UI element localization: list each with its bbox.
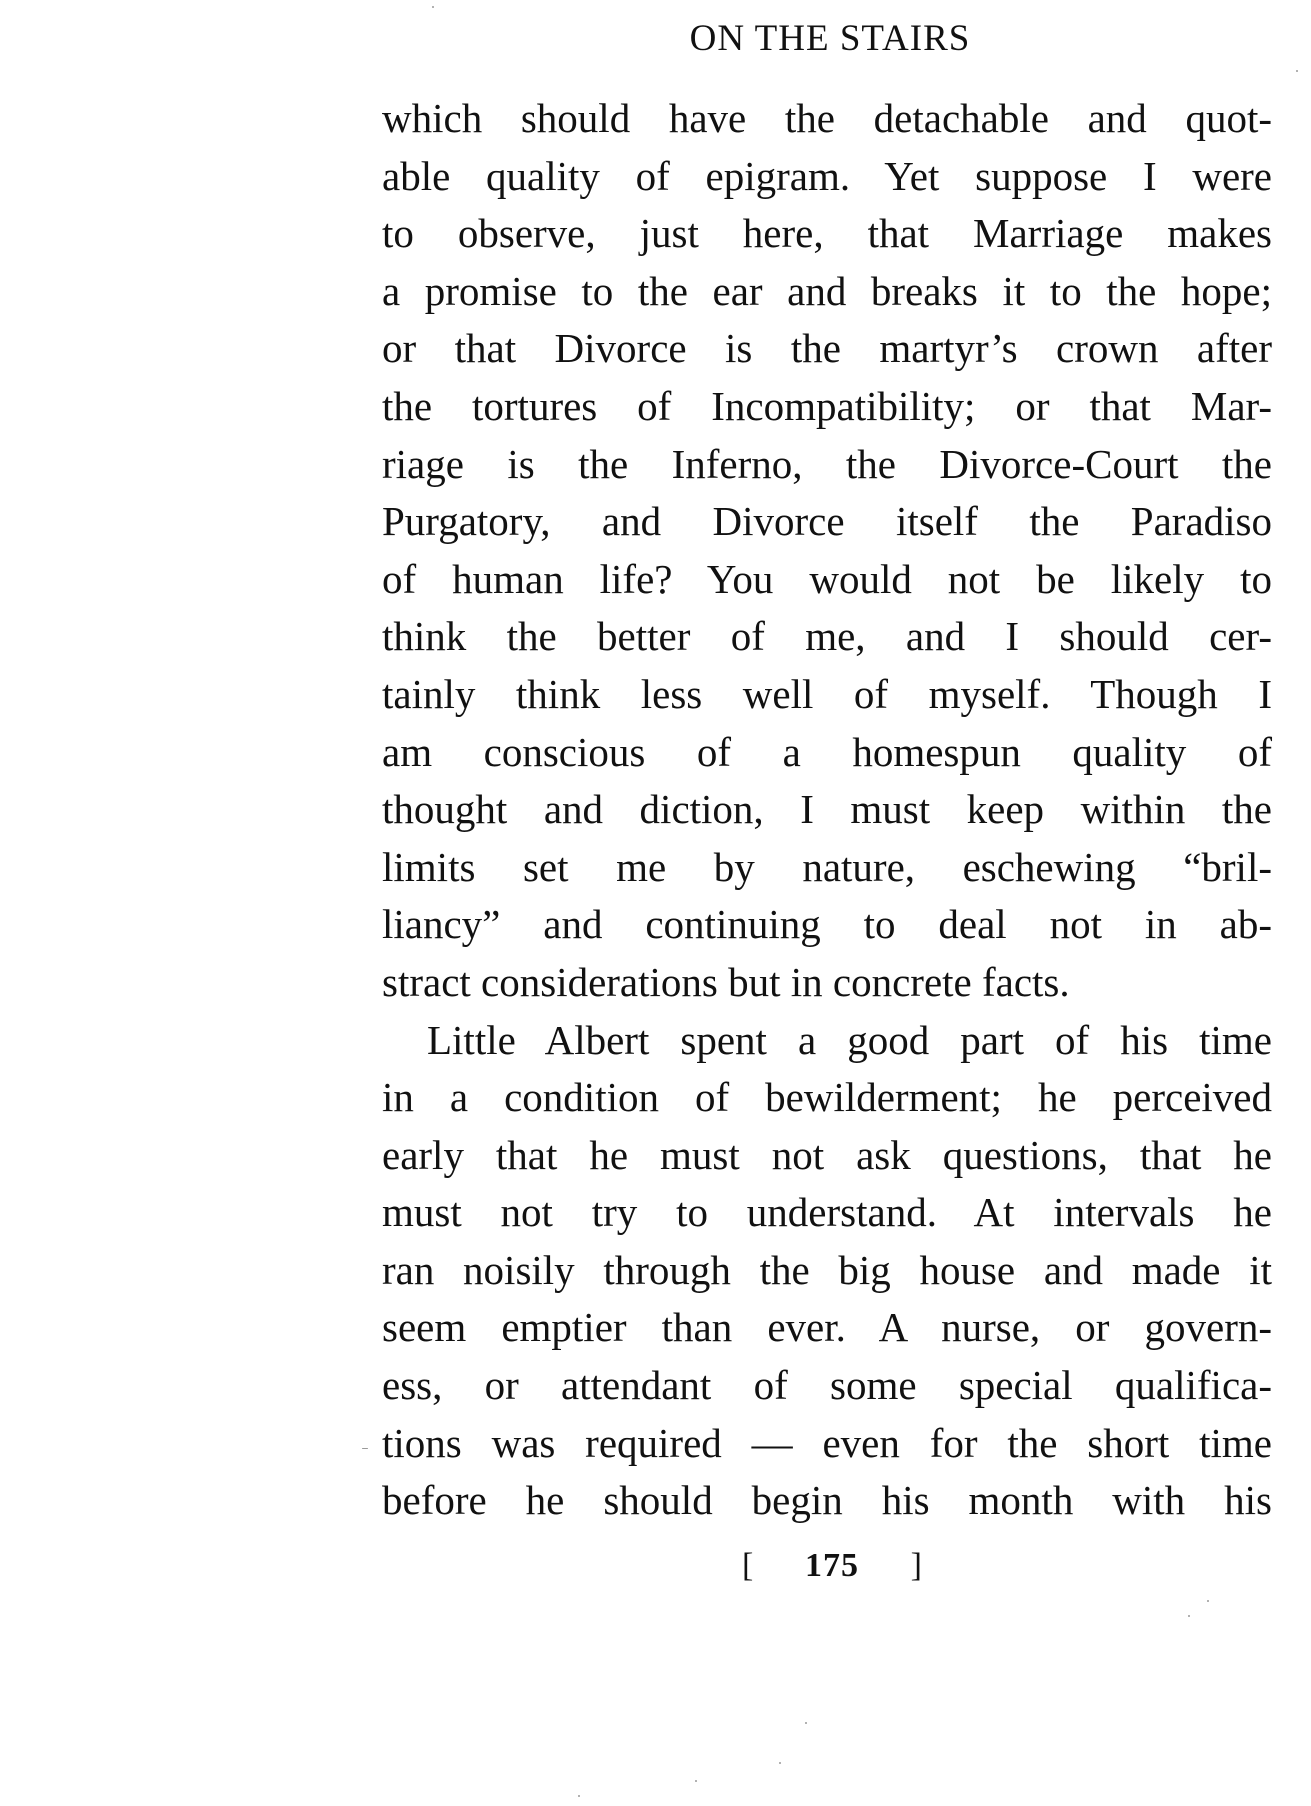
text-line: limits set me by nature, eschewing “bril- xyxy=(382,843,1272,890)
scan-speck xyxy=(695,1780,697,1782)
text-line: tainly think less well of myself. Though I xyxy=(382,670,1272,717)
text-line: tions was required — even for the short time xyxy=(382,1419,1272,1466)
scan-speck xyxy=(578,1795,580,1797)
scan-speck xyxy=(362,1448,368,1449)
text-line: Purgatory, and Divorce itself the Paradiso xyxy=(382,498,1272,545)
text-line: the tortures of Incompatibility; or that Mar- xyxy=(382,382,1272,429)
bracket-open: [ xyxy=(742,1547,754,1584)
text-line: able quality of epigram. Yet suppose I were xyxy=(382,152,1272,199)
text-line: of human life? You would not be likely to xyxy=(382,555,1272,602)
page-number-footer xyxy=(742,1544,922,1588)
text-line: think the better of me, and I should cer- xyxy=(382,613,1272,660)
text-line: ess, or attendant of some special qualifica- xyxy=(382,1362,1272,1409)
text-line: must not try to understand. At intervals he xyxy=(382,1189,1272,1236)
text-line: stract considerations but in concrete facts. xyxy=(382,958,1070,1005)
text-line: early that he must not ask questions, that he xyxy=(382,1131,1272,1178)
running-head: ON THE STAIRS xyxy=(689,18,971,59)
text-line: to observe, just here, that Marriage makes xyxy=(382,210,1272,257)
text-line: ran noisily through the big house and made it xyxy=(382,1246,1272,1293)
page-number: 175 xyxy=(805,1547,859,1584)
text-line: before he should begin his month with his xyxy=(382,1477,1272,1524)
paragraph xyxy=(382,90,1272,1012)
text-line: seem emptier than ever. A nurse, or govern- xyxy=(382,1304,1272,1351)
scan-speck xyxy=(1188,1615,1190,1617)
text-line: riage is the Inferno, the Divorce-Court the xyxy=(382,440,1272,487)
text-line: Little Albert spent a good part of his time xyxy=(427,1016,1272,1063)
text-line: a promise to the ear and breaks it to the hope; xyxy=(382,267,1272,314)
scan-speck xyxy=(1296,70,1298,72)
text-line: liancy” and continuing to deal not in ab- xyxy=(382,901,1272,948)
paragraph xyxy=(382,1012,1272,1530)
text-line: or that Divorce is the martyr’s crown after xyxy=(382,325,1272,372)
body-text xyxy=(382,90,1272,1530)
text-line: thought and diction, I must keep within the xyxy=(382,786,1272,833)
text-line: am conscious of a homespun quality of xyxy=(382,728,1272,775)
text-line: in a condition of bewilderment; he perceived xyxy=(382,1074,1272,1121)
scan-speck xyxy=(432,6,434,8)
scan-speck xyxy=(1207,1600,1209,1602)
text-line: which should have the detachable and quot- xyxy=(382,95,1272,141)
bracket-close: ] xyxy=(910,1547,922,1584)
scan-speck xyxy=(779,1762,781,1764)
scan-speck xyxy=(805,1722,807,1724)
